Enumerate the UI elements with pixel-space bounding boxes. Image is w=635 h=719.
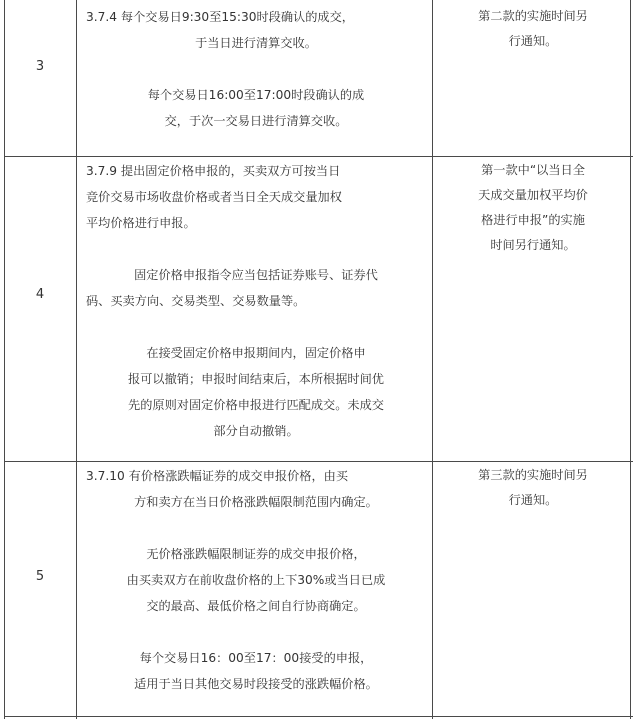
text-line: 码、买卖方向、交易类型、交易数量等。 (86, 294, 306, 308)
note-line: 时间另行通知。 (490, 238, 576, 252)
row-number: 4 (35, 287, 45, 302)
row-divider (4, 461, 633, 462)
text-line: 3.7.10 有价格涨跌幅证券的成交申报价格，由买 (86, 469, 349, 483)
text-line: 适用于当日其他交易时段接受的涨跌幅价格。 (134, 677, 378, 691)
text-line: 交，于次一交易日进行清算交收。 (164, 114, 348, 128)
note-line: 行通知。 (508, 34, 558, 48)
text-line: 报可以撤销；申报时间结束后，本所根据时间优 (128, 372, 384, 386)
text-line: 由买卖双方在前收盘价格的上下30%或当日已成 (126, 573, 386, 587)
text-line: 无价格涨跌幅限制证券的成交申报价格， (146, 547, 366, 561)
row-number: 3 (35, 59, 45, 74)
table-border-right (630, 0, 631, 719)
rule-text (86, 4, 426, 134)
row-divider (4, 156, 633, 157)
text-line: 竞价交易市场收盘价格或者当日全天成交量加权 (86, 190, 342, 204)
column-divider (76, 0, 77, 719)
text-line: 于当日进行清算交收。 (195, 36, 317, 50)
text-line: 3.7.9 提出固定价格申报的，买卖双方可按当日 (86, 164, 341, 178)
note-line: 第二款的实施时间另 (478, 9, 588, 23)
text-line: 方和卖方在当日价格涨跌幅限制范围内确定。 (134, 495, 378, 509)
row-divider (4, 716, 633, 717)
note-line: 格进行申报”的实施 (481, 213, 585, 227)
text-line: 在接受固定价格申报期间内，固定价格申 (146, 346, 366, 360)
text-line: 平均价格进行申报。 (86, 216, 196, 230)
note-line: 天成交量加权平均价 (478, 188, 588, 202)
rule-text (86, 158, 426, 444)
implementation-note (440, 4, 626, 54)
text-line: 交的最高、最低价格之间自行协商确定。 (146, 599, 366, 613)
row-number: 5 (35, 569, 45, 584)
column-divider (432, 0, 433, 719)
note-line: 第三款的实施时间另 (478, 468, 588, 482)
text-line: 每个交易日16：00至17：00接受的申报， (139, 651, 373, 665)
rule-text (86, 463, 426, 697)
text-line: 部分自动撤销。 (213, 424, 299, 438)
note-line: 行通知。 (508, 493, 558, 507)
text-line: 3.7.4 每个交易日9:30至15:30时段确认的成交， (86, 10, 354, 24)
text-line: 每个交易日16:00至17:00时段确认的成 (147, 88, 365, 102)
text-line: 固定价格申报指令应当包括证券账号、证券代 (134, 268, 378, 282)
table-border-left (4, 0, 5, 719)
note-line: 第一款中“以当日全 (481, 163, 585, 177)
implementation-note (440, 158, 626, 258)
implementation-note (440, 463, 626, 513)
text-line: 先的原则对固定价格申报进行匹配成交。未成交 (128, 398, 384, 412)
